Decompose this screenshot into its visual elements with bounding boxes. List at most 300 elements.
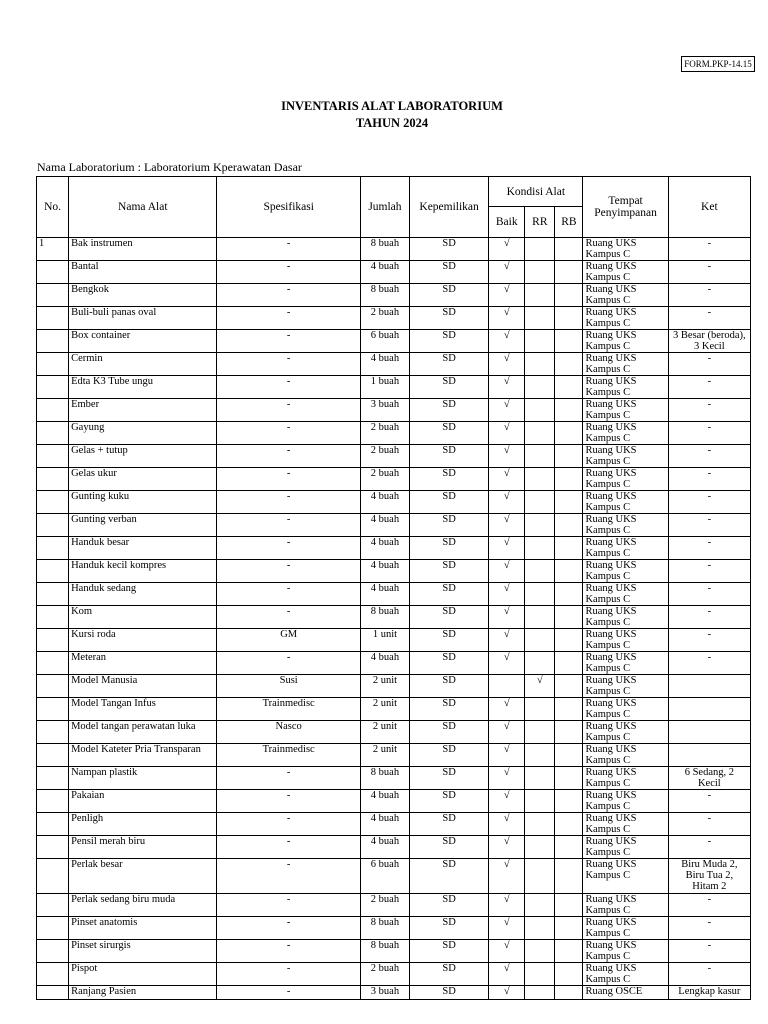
- cell-nama-alat: Gelas ukur: [69, 468, 217, 491]
- ket-line: 3 Kecil: [694, 341, 725, 352]
- cell-tempat-penyimpanan: [583, 514, 668, 537]
- cell-ket: [668, 940, 750, 963]
- cell-baik: √: [489, 986, 525, 1000]
- cell-ket: [668, 629, 750, 652]
- cell-spesifikasi: -: [217, 606, 360, 629]
- ket-line: Biru Muda 2,: [681, 859, 738, 870]
- ket-line: -: [707, 629, 712, 640]
- table-row: [37, 698, 751, 721]
- cell-kepemilikan: SD: [410, 606, 489, 629]
- cell-no: [37, 514, 69, 537]
- cell-tempat-penyimpanan: [583, 583, 668, 606]
- tempat-line: Kampus C: [585, 364, 631, 375]
- cell-jumlah: 1 buah: [360, 376, 409, 399]
- cell-spesifikasi: -: [217, 514, 360, 537]
- cell-no: [37, 445, 69, 468]
- cell-nama-alat: Handuk besar: [69, 537, 217, 560]
- table-row: [37, 813, 751, 836]
- cell-rb: [555, 767, 583, 790]
- cell-tempat-penyimpanan: [583, 629, 668, 652]
- cell-no: [37, 963, 69, 986]
- table-row: [37, 963, 751, 986]
- cell-rb: [555, 307, 583, 330]
- cell-nama-alat: Meteran: [69, 652, 217, 675]
- cell-baik: √: [489, 284, 525, 307]
- cell-no: [37, 330, 69, 353]
- cell-nama-alat: Model Tangan Infus: [69, 698, 217, 721]
- cell-no: [37, 859, 69, 894]
- cell-ket: [668, 353, 750, 376]
- cell-baik: √: [489, 963, 525, 986]
- cell-kepemilikan: SD: [410, 813, 489, 836]
- tempat-line: Kampus C: [585, 801, 631, 812]
- cell-baik: √: [489, 537, 525, 560]
- tempat-line: Ruang UKS: [585, 606, 637, 617]
- table-row: [37, 894, 751, 917]
- cell-nama-alat: Perlak besar: [69, 859, 217, 894]
- ket-line: 3 Besar (beroda),: [673, 330, 746, 341]
- tempat-line: Kampus C: [585, 295, 631, 306]
- cell-rr: [525, 583, 555, 606]
- cell-baik: √: [489, 836, 525, 859]
- cell-ket: [668, 675, 750, 698]
- table-row: [37, 721, 751, 744]
- tempat-line: Kampus C: [585, 525, 631, 536]
- cell-baik: √: [489, 767, 525, 790]
- cell-jumlah: 4 buah: [360, 261, 409, 284]
- cell-no: [37, 284, 69, 307]
- cell-nama-alat: Handuk sedang: [69, 583, 217, 606]
- table-row: [37, 606, 751, 629]
- cell-ket: [668, 963, 750, 986]
- cell-no: [37, 307, 69, 330]
- cell-jumlah: 4 buah: [360, 560, 409, 583]
- tempat-line: Kampus C: [585, 847, 631, 858]
- cell-nama-alat: Bak instrumen: [69, 238, 217, 261]
- cell-ket: [668, 468, 750, 491]
- tempat-line: Ruang UKS: [585, 284, 637, 295]
- ket-line: Lengkap kasur: [678, 986, 741, 997]
- cell-rb: [555, 675, 583, 698]
- cell-rr: [525, 698, 555, 721]
- cell-baik: √: [489, 813, 525, 836]
- cell-kepemilikan: SD: [410, 376, 489, 399]
- tempat-line: Kampus C: [585, 410, 631, 421]
- cell-rb: [555, 963, 583, 986]
- ket-line: 6 Sedang, 2: [684, 767, 734, 778]
- cell-spesifikasi: -: [217, 307, 360, 330]
- tempat-line: Kampus C: [585, 928, 631, 939]
- cell-nama-alat: Nampan plastik: [69, 767, 217, 790]
- cell-kepemilikan: SD: [410, 986, 489, 1000]
- tempat-line: Kampus C: [585, 594, 631, 605]
- cell-no: [37, 790, 69, 813]
- document-year: TAHUN 2024: [355, 116, 429, 130]
- header-rb: RB: [555, 207, 583, 238]
- table-row: [37, 399, 751, 422]
- cell-kepemilikan: SD: [410, 652, 489, 675]
- cell-jumlah: 3 buah: [360, 986, 409, 1000]
- cell-baik: √: [489, 353, 525, 376]
- cell-jumlah: 2 unit: [360, 675, 409, 698]
- cell-tempat-penyimpanan: [583, 376, 668, 399]
- cell-nama-alat: Kursi roda: [69, 629, 217, 652]
- cell-kepemilikan: SD: [410, 583, 489, 606]
- cell-kepemilikan: SD: [410, 836, 489, 859]
- cell-kepemilikan: SD: [410, 767, 489, 790]
- cell-kepemilikan: SD: [410, 721, 489, 744]
- tempat-line: Ruang UKS: [585, 330, 637, 341]
- ket-line: Kecil: [697, 778, 721, 789]
- cell-baik: √: [489, 790, 525, 813]
- tempat-line: Ruang UKS: [585, 917, 637, 928]
- table-row: [37, 376, 751, 399]
- tempat-line: Ruang UKS: [585, 859, 637, 870]
- cell-tempat-penyimpanan: [583, 537, 668, 560]
- cell-no: [37, 813, 69, 836]
- tempat-line: Kampus C: [585, 640, 631, 651]
- cell-rb: [555, 744, 583, 767]
- tempat-line: Kampus C: [585, 479, 631, 490]
- tempat-line: Ruang UKS: [585, 514, 637, 525]
- cell-tempat-penyimpanan: [583, 606, 668, 629]
- cell-nama-alat: Model Manusia: [69, 675, 217, 698]
- cell-nama-alat: Gelas + tutup: [69, 445, 217, 468]
- ket-line: -: [707, 940, 712, 951]
- cell-rr: [525, 353, 555, 376]
- cell-spesifikasi: -: [217, 917, 360, 940]
- cell-rb: [555, 238, 583, 261]
- cell-rb: [555, 330, 583, 353]
- cell-ket: [668, 813, 750, 836]
- cell-rb: [555, 445, 583, 468]
- cell-rb: [555, 537, 583, 560]
- cell-tempat-penyimpanan: [583, 261, 668, 284]
- ket-line: -: [707, 376, 712, 387]
- cell-ket: [668, 514, 750, 537]
- cell-spesifikasi: -: [217, 940, 360, 963]
- header-jumlah: Jumlah: [360, 177, 409, 238]
- cell-kepemilikan: SD: [410, 445, 489, 468]
- tempat-line: Ruang UKS: [585, 790, 637, 801]
- cell-no: [37, 940, 69, 963]
- cell-rr: √: [525, 675, 555, 698]
- cell-nama-alat: Model tangan perawatan luka: [69, 721, 217, 744]
- cell-nama-alat: Pispot: [69, 963, 217, 986]
- tempat-line: Ruang UKS: [585, 940, 637, 951]
- cell-ket: [668, 261, 750, 284]
- cell-jumlah: 2 buah: [360, 445, 409, 468]
- cell-spesifikasi: -: [217, 238, 360, 261]
- cell-tempat-penyimpanan: [583, 859, 668, 894]
- ket-line: -: [707, 606, 712, 617]
- inventory-table: [36, 176, 751, 1000]
- table-row: [37, 986, 751, 1000]
- cell-ket: [668, 560, 750, 583]
- cell-ket: [668, 445, 750, 468]
- cell-rr: [525, 963, 555, 986]
- cell-tempat-penyimpanan: [583, 790, 668, 813]
- cell-nama-alat: Bengkok: [69, 284, 217, 307]
- cell-tempat-penyimpanan: [583, 986, 668, 1000]
- cell-kepemilikan: SD: [410, 261, 489, 284]
- cell-jumlah: 8 buah: [360, 767, 409, 790]
- cell-jumlah: 8 buah: [360, 940, 409, 963]
- cell-rr: [525, 491, 555, 514]
- cell-kepemilikan: SD: [410, 744, 489, 767]
- cell-jumlah: 6 buah: [360, 859, 409, 894]
- cell-baik: √: [489, 261, 525, 284]
- cell-rb: [555, 629, 583, 652]
- cell-rr: [525, 790, 555, 813]
- tempat-line: Kampus C: [585, 456, 631, 467]
- tempat-line: Kampus C: [585, 951, 631, 962]
- table-row: [37, 583, 751, 606]
- cell-jumlah: 2 unit: [360, 721, 409, 744]
- cell-spesifikasi: -: [217, 399, 360, 422]
- cell-tempat-penyimpanan: [583, 445, 668, 468]
- tempat-line: Ruang UKS: [585, 698, 637, 709]
- ket-line: -: [707, 790, 712, 801]
- cell-baik: √: [489, 698, 525, 721]
- cell-no: [37, 767, 69, 790]
- cell-spesifikasi: -: [217, 986, 360, 1000]
- form-code-box: FORM.PKP-14.15: [681, 56, 755, 72]
- cell-jumlah: 4 buah: [360, 583, 409, 606]
- table-row: [37, 261, 751, 284]
- tempat-line: Ruang UKS: [585, 813, 637, 824]
- cell-jumlah: 8 buah: [360, 917, 409, 940]
- cell-jumlah: 4 buah: [360, 652, 409, 675]
- cell-jumlah: 6 buah: [360, 330, 409, 353]
- cell-rr: [525, 894, 555, 917]
- cell-baik: √: [489, 744, 525, 767]
- cell-spesifikasi: -: [217, 583, 360, 606]
- header-kondisi-alat: Kondisi Alat: [489, 177, 583, 207]
- cell-rr: [525, 468, 555, 491]
- cell-nama-alat: Perlak sedang biru muda: [69, 894, 217, 917]
- cell-baik: √: [489, 445, 525, 468]
- cell-jumlah: 2 buah: [360, 468, 409, 491]
- ket-line: -: [707, 399, 712, 410]
- cell-no: 1: [37, 238, 69, 261]
- cell-baik: √: [489, 468, 525, 491]
- tempat-line: Kampus C: [585, 548, 631, 559]
- cell-rr: [525, 940, 555, 963]
- cell-kepemilikan: SD: [410, 537, 489, 560]
- tempat-line: Ruang UKS: [585, 491, 637, 502]
- cell-spesifikasi: -: [217, 330, 360, 353]
- cell-rb: [555, 917, 583, 940]
- ket-line: -: [707, 514, 712, 525]
- cell-tempat-penyimpanan: [583, 963, 668, 986]
- cell-rb: [555, 606, 583, 629]
- cell-tempat-penyimpanan: [583, 238, 668, 261]
- ket-line: -: [707, 813, 712, 824]
- table-row: [37, 353, 751, 376]
- cell-tempat-penyimpanan: [583, 330, 668, 353]
- tempat-line: Ruang UKS: [585, 652, 637, 663]
- cell-no: [37, 721, 69, 744]
- cell-baik: √: [489, 583, 525, 606]
- table-row: [37, 940, 751, 963]
- header-tempat-penyimpanan: [583, 177, 668, 238]
- cell-nama-alat: Gayung: [69, 422, 217, 445]
- table-row: [37, 307, 751, 330]
- cell-spesifikasi: -: [217, 468, 360, 491]
- cell-spesifikasi: Susi: [217, 675, 360, 698]
- table-row: [37, 652, 751, 675]
- cell-nama-alat: Penligh: [69, 813, 217, 836]
- cell-baik: √: [489, 606, 525, 629]
- cell-no: [37, 836, 69, 859]
- cell-rr: [525, 836, 555, 859]
- cell-tempat-penyimpanan: [583, 767, 668, 790]
- cell-ket: [668, 330, 750, 353]
- cell-jumlah: 8 buah: [360, 238, 409, 261]
- tempat-line: Ruang UKS: [585, 537, 637, 548]
- cell-ket: [668, 606, 750, 629]
- ket-line: -: [707, 261, 712, 272]
- tempat-line: Ruang UKS: [585, 422, 637, 433]
- cell-tempat-penyimpanan: [583, 468, 668, 491]
- cell-jumlah: 4 buah: [360, 514, 409, 537]
- cell-jumlah: 3 buah: [360, 399, 409, 422]
- cell-kepemilikan: SD: [410, 940, 489, 963]
- ket-line: -: [707, 353, 712, 364]
- cell-jumlah: 8 buah: [360, 606, 409, 629]
- header-no: No.: [37, 177, 69, 238]
- tempat-line: Ruang UKS: [585, 721, 637, 732]
- cell-jumlah: 1 unit: [360, 629, 409, 652]
- cell-nama-alat: Pinset anatomis: [69, 917, 217, 940]
- cell-jumlah: 4 buah: [360, 353, 409, 376]
- cell-spesifikasi: -: [217, 963, 360, 986]
- cell-no: [37, 986, 69, 1000]
- cell-spesifikasi: -: [217, 284, 360, 307]
- cell-kepemilikan: SD: [410, 307, 489, 330]
- lab-name: Nama Laboratorium : Laboratorium Kperawatan Dasar: [37, 160, 302, 174]
- cell-rr: [525, 330, 555, 353]
- cell-rb: [555, 698, 583, 721]
- cell-ket: [668, 698, 750, 721]
- table-row: [37, 422, 751, 445]
- cell-tempat-penyimpanan: [583, 917, 668, 940]
- cell-baik: √: [489, 238, 525, 261]
- cell-spesifikasi: Trainmedisc: [217, 698, 360, 721]
- cell-jumlah: 4 buah: [360, 836, 409, 859]
- cell-jumlah: 4 buah: [360, 491, 409, 514]
- cell-baik: √: [489, 894, 525, 917]
- cell-spesifikasi: -: [217, 894, 360, 917]
- cell-rr: [525, 560, 555, 583]
- tempat-line: Kampus C: [585, 272, 631, 283]
- cell-no: [37, 917, 69, 940]
- cell-rb: [555, 399, 583, 422]
- cell-tempat-penyimpanan: [583, 307, 668, 330]
- cell-rb: [555, 560, 583, 583]
- cell-baik: √: [489, 491, 525, 514]
- cell-kepemilikan: SD: [410, 330, 489, 353]
- cell-jumlah: 4 buah: [360, 790, 409, 813]
- tempat-line: Ruang UKS: [585, 583, 637, 594]
- tempat-line: Kampus C: [585, 905, 631, 916]
- tempat-line: Ruang UKS: [585, 261, 637, 272]
- tempat-line: Kampus C: [585, 732, 631, 743]
- cell-rb: [555, 468, 583, 491]
- ket-line: -: [707, 238, 712, 249]
- table-row: [37, 537, 751, 560]
- tempat-line: Ruang UKS: [585, 399, 637, 410]
- cell-spesifikasi: Trainmedisc: [217, 744, 360, 767]
- cell-ket: [668, 238, 750, 261]
- cell-ket: [668, 894, 750, 917]
- header-tempat-line1: Tempat: [608, 195, 643, 207]
- cell-jumlah: 2 unit: [360, 744, 409, 767]
- cell-ket: [668, 744, 750, 767]
- cell-tempat-penyimpanan: [583, 652, 668, 675]
- cell-nama-alat: Pakaian: [69, 790, 217, 813]
- cell-kepemilikan: SD: [410, 491, 489, 514]
- cell-kepemilikan: SD: [410, 514, 489, 537]
- cell-rb: [555, 721, 583, 744]
- cell-jumlah: 2 buah: [360, 422, 409, 445]
- cell-baik: √: [489, 917, 525, 940]
- document-title: INVENTARIS ALAT LABORATORIUM: [281, 99, 503, 113]
- cell-spesifikasi: -: [217, 445, 360, 468]
- cell-ket: [668, 917, 750, 940]
- ket-line: -: [707, 894, 712, 905]
- cell-kepemilikan: SD: [410, 963, 489, 986]
- cell-rr: [525, 307, 555, 330]
- tempat-line: Ruang UKS: [585, 353, 637, 364]
- tempat-line: Ruang UKS: [585, 376, 637, 387]
- cell-rr: [525, 399, 555, 422]
- cell-no: [37, 629, 69, 652]
- cell-spesifikasi: -: [217, 376, 360, 399]
- cell-rr: [525, 445, 555, 468]
- tempat-line: Kampus C: [585, 387, 631, 398]
- cell-rr: [525, 284, 555, 307]
- cell-rr: [525, 606, 555, 629]
- header-spesifikasi: Spesifikasi: [217, 177, 360, 238]
- tempat-line: Ruang UKS: [585, 963, 637, 974]
- cell-tempat-penyimpanan: [583, 284, 668, 307]
- cell-tempat-penyimpanan: [583, 813, 668, 836]
- cell-kepemilikan: SD: [410, 560, 489, 583]
- cell-ket: [668, 284, 750, 307]
- ket-line: -: [707, 468, 712, 479]
- cell-baik: √: [489, 422, 525, 445]
- cell-rb: [555, 894, 583, 917]
- cell-ket: [668, 307, 750, 330]
- cell-jumlah: 8 buah: [360, 284, 409, 307]
- cell-spesifikasi: -: [217, 836, 360, 859]
- cell-no: [37, 537, 69, 560]
- cell-tempat-penyimpanan: [583, 744, 668, 767]
- tempat-line: Kampus C: [585, 341, 631, 352]
- cell-tempat-penyimpanan: [583, 353, 668, 376]
- ket-line: -: [707, 963, 712, 974]
- tempat-line: Kampus C: [585, 686, 631, 697]
- cell-rb: [555, 514, 583, 537]
- cell-nama-alat: Ember: [69, 399, 217, 422]
- cell-ket: [668, 767, 750, 790]
- cell-kepemilikan: SD: [410, 468, 489, 491]
- tempat-line: Kampus C: [585, 571, 631, 582]
- cell-jumlah: 4 buah: [360, 537, 409, 560]
- cell-rr: [525, 238, 555, 261]
